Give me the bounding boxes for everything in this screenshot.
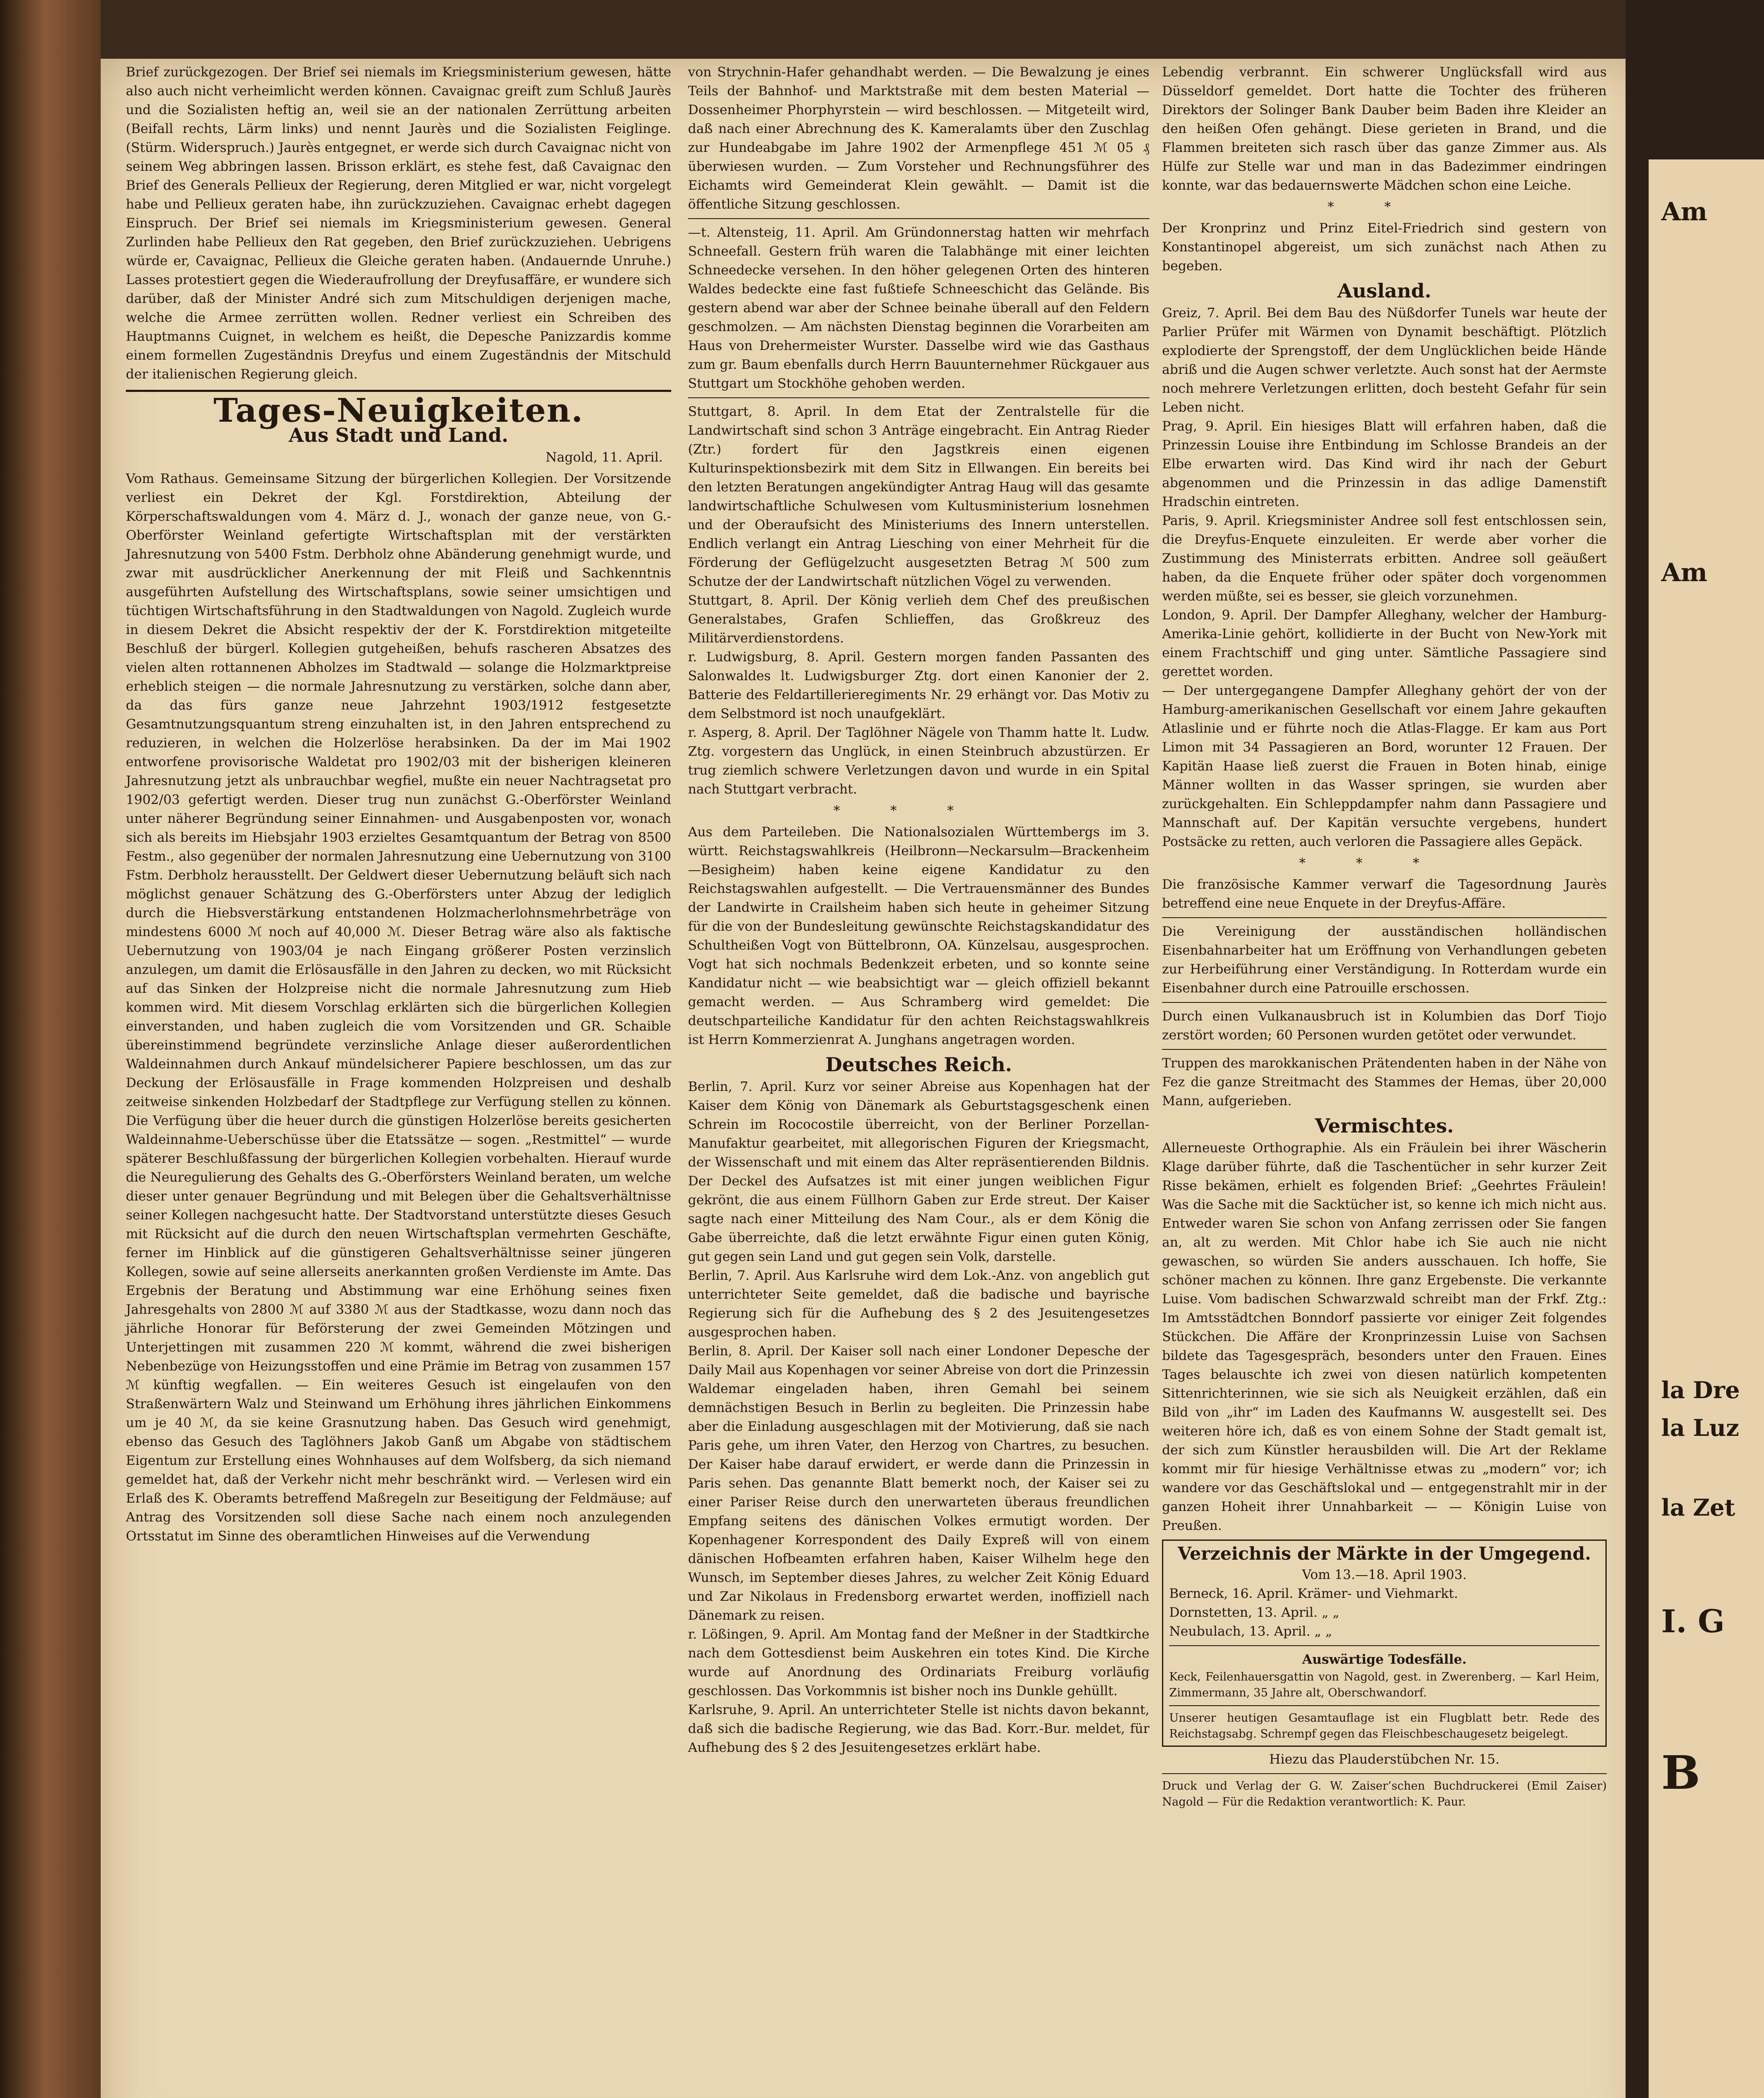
asterisk-divider: ** bbox=[1327, 199, 1441, 214]
article-kolumbien: Durch einen Vulkanausbruch ist in Kolumbien das Dorf Tiojo zerstört worden; 60 Personen wurden getötet oder verwundet. bbox=[1162, 1009, 1607, 1043]
page-section-title: Tages-Neuigkeiten. bbox=[213, 391, 584, 430]
divider bbox=[1169, 1705, 1600, 1706]
article-kammer: Die französische Kammer verwarf die Tagesordnung Jaurès betreffend eine neue Enquete in der Dreyfus-Affäre. bbox=[1162, 877, 1607, 911]
article-rathaus: Vom Rathaus. Gemeinsame Sitzung der bürgerlichen Kollegien. Der Vorsitzende verliest ein Dekret der Kgl. Forstdirektion, Abteilung der Körperschaftswaldungen vom 4. März d. J., wonach der ganze neue, von G.-Oberförster Weinland gefertigte Wirtschaftsplan mit der verstärkten Jahresnutzung von 5400 Fstm. Derbholz ohne Abänderung genehmigt wurde, und zwar mit ausdrücklicher Anerkennung der mit Fleiß und Sachkenntnis ausgeführten Aufstellung des Wirtschaftsplans, sowie seiner umsichtigen und tüchtigen Wirtschaftsführung in den Stadtwaldungen von Nagold. Zugleich wurde in diesem Dekret die Absicht respektiv der der K. Forstdirektion mitgeteilte Beschluß der bürgerl. Kollegien gutgeheißen, behufs rascheren Absatzes des vielen alten rottannenen Abholzes im Stadtwald — solange die Holzmarktpreise erheblich steigen — die normale Jahresnutzung zu verstärken, solche dann aber, da das fürs ganze neue Jahrzehnt 1903/1912 festgesetzte Gesamtnutzungsquantum streng einzuhalten ist, in den Jahren entsprechend zu reduzieren, in welchen die Holzerlöse herabsinken. Da der im Mai 1902 entworfene provisorische Waldetat pro 1902/03 mit der bisherigen kleineren Jahresnutzung jetzt als unbrauchbar wegfiel, mußte ein neuer Nachtragsetat pro 1902/03 gefertigt werden. Dieser trug nun zunächst G.-Oberförster Weinland unter näherer Begründung seiner Einnahmen- und Ausgabenposten vor, wonach sich als bereits im Hiebsjahr 1903 erzieltes Gesamtquantum der Betrag von 8500 Festm., also gegenüber der normalen Jahresnutzung eine Uebernutzung von 3100 Fstm. Derbholz herausstellt. Der Geldwert dieser Uebernutzung beläuft sich nach möglichst genauer Schätzung des G.-Oberförsters unter Abzug der lediglich durch die Hiebsverstärkung entstandenen Holzmacherlohnsmehrbeträge von mindestens 6000 ℳ noch auf 40,000 ℳ. Dieser Betrag wäre also als faktische Uebernutzung von 1903/04 je nach Eingang größerer Posten verzinslich anzulegen, um damit die Erlösausfälle in den Jahren zu decken, wo mit Rücksicht auf das Sinken der Holzpreise nicht die normale Jahresnutzung zum Hieb kommen wird. Mit diesem Vorschlag erklärten sich die bürgerlichen Kollegien einverstanden, und haben zugleich die vom Vorsitzenden und GR. Schaible übereinstimmend begründete verzinsliche Anlage dieser außerordentlichen Waldeinnahmen durch Ankauf mündelsicherer Papiere beschlossen, um das zur Deckung der Erlösausfälle in Frage kommenden Holzpreisen und deshalb zeitweise sinkenden Holzbedarf der Stadtpflege zur Verfügung stellen zu können. Die Verfügung über die heuer durch die günstigen Holzerlöse bereits gesicherten Waldeinnahme-Ueberschüsse über die Etatssätze — sogen. „Restmittel“ — wurde späterer Beschlußfassung der bürgerlichen Kollegien vorbehalten. Hierauf wurde die Neuregulierung des Gehalts des G.-Oberförsters Weinland beraten, um welche dieser unter genauer Begründung und mit Belegen über die Gehaltsverhältnisse seiner Kollegen nachgesucht hatte. Der Stadtvorstand unterstützte dieses Gesuch mit Rücksicht auf die durch den neuen Wirtschaftsplan vermehrten Geschäfte, ferner im Hinblick auf die günstigeren Gehaltsverhältnisse seiner jüngeren Kollegen, sowie auf seine allerseits anerkannten großen Verdienste im Amte. Das Ergebnis der Beratung und Abstimmung war eine Erhöhung seines fixen Jahresgehalts von 2800 ℳ auf 3380 ℳ aus der Stadtkasse, wozu dann noch das jährliche Honorar für Beförsterung der zwei Gemeinden Mötzingen und Unterjettingen mit zusammen 220 ℳ kommt, während die zwei bisherigen Nebenbezüge von Heizungsstoffen und eine Prämie im Betrag von zusammen 157 ℳ künftig wegfallen. — Ein weiteres Gesuch ist eingelaufen von den Straßenwärtern Walz und Steinwand um Erhöhung ihres jährlichen Einkommens um je 40 ℳ, da sie keine Grasnutzung haben. Das Gesuch wird genehmigt, ebenso das Gesuch des Taglöhners Jakob Ganß um Abgabe von städtischem Eigentum zur Erstellung eines Wohnhauses auf dem Wolfsberg, da sich niemand gemeldet hat, daß der Verkehr nicht mehr beschränkt wird. — Verlesen wird ein Erlaß des K. Oberamts betreffend Maßregeln zur Beseitigung der Feldmäuse; auf Antrag des Vorsitzenden soll diese Sache nach einem noch anzulegenden Ortsstatut im Sinne des oberamtlichen Hinweises auf die Verwendung bbox=[126, 471, 671, 1544]
imprint: Druck und Verlag der G. W. Zaiser’schen Buchdruckerei (Emil Zaiser) Nagold — Für die Redaktion verantwortlich: K. Paur. bbox=[1162, 1780, 1607, 1808]
markets-title: Verzeichnis der Märkte in der Umgegend. bbox=[1178, 1543, 1591, 1564]
article-altensteig: —t. Altensteig, 11. April. Am Gründonnerstag hatten wir mehrfach Schneefall. Gestern früh waren die Talabhänge mit einer leichten Schneedecke versehen. In den höher gelegenen Orten des hinteren Waldes bedeckte eine fast fußtiefe Schneeschicht das Gelände. Bis gestern abend war aber der Schnee beinahe überall auf den Feldern geschmolzen. — Am nächsten Dienstag beginnen die Vorarbeiten am Haus von Drehermeister Wurster. Dasselbe wird wie das Gasthaus zum gr. Baum ebenfalls durch Herrn Bauunternehmer Rückgauer aus Stuttgart um Stockhöhe gehoben werden. bbox=[688, 225, 1149, 391]
fragment-heading-b: Am bbox=[1661, 558, 1708, 587]
divider bbox=[1162, 1049, 1607, 1050]
deaths-title: Auswärtige Todesfälle. bbox=[1302, 1652, 1467, 1667]
article-rathaus-end: von Strychnin-Hafer gehandhabt werden. — Die Bewalzung je eines Teils der Bahnhof- und Marktstraße mit dem besten Material — Dossenheimer Phorphyrstein — wird beschlossen. — Mitgeteilt wird, daß nach einer Abrechnung des K. Kameralamts über den Zuschlag zur Hundeabgabe im Jahre 1902 der Armenpflege 451 ℳ 05 ₰ überwiesen wurden. — Zum Vorsteher und Rechnungsführer des Eichamts wird Gemeinderat Klein gewählt. — Damit ist die öffentliche Sitzung geschlossen. bbox=[688, 65, 1149, 212]
article-marokko: Truppen des marokkanischen Prätendenten haben in der Nähe von Fez die ganze Streitmacht des Stammes der Hemas, über 20,000 Mann, aufgerieben. bbox=[1162, 1056, 1607, 1109]
fragment-ad-c: la Dre bbox=[1661, 1376, 1740, 1404]
divider bbox=[688, 218, 1149, 219]
section-heading-vermischtes: Vermischtes. bbox=[1315, 1114, 1454, 1137]
fragment-heading-a: Am bbox=[1661, 197, 1708, 227]
markets-list: Berneck, 16. April. Krämer- und Viehmarkt. Dornstetten, 13. April. „ „ Neubulach, 13. April. „ „ bbox=[1169, 1586, 1458, 1639]
article-kronprinz: Der Kronprinz und Prinz Eitel-Friedrich sind gestern von Konstantinopel abgereist, um sich zunächst nach Athen zu begeben. bbox=[1162, 221, 1607, 274]
fragment-ad-f: I. G bbox=[1661, 1603, 1725, 1640]
markets-subtitle: Vom 13.—18. April 1903. bbox=[1302, 1567, 1467, 1582]
section-heading-local: Aus Stadt und Land. bbox=[289, 424, 508, 446]
divider bbox=[1162, 917, 1607, 918]
column-2 bbox=[688, 63, 1149, 1757]
dateline: Nagold, 11. April. bbox=[545, 450, 663, 465]
supplement-note: Unserer heutigen Gesamtauflage ist ein Flugblatt betr. Rede des Reichstagsabg. Schrempf gegen das Fleischbeschaugesetz beigelegt. bbox=[1169, 1712, 1600, 1741]
article-dreyfus-continued: Brief zurückgezogen. Der Brief sei niemals im Kriegsministerium gewesen, hätte also auch nicht verheimlicht werden können. Cavaignac greift zum Schluß Jaurès und die Sozialisten heftig an, weil sie an der nationalen Zerrüttung arbeiten (Beifall rechts, Lärm links) und nennt Jaurès und die Sozialisten Feiglinge. (Stürm. Widerspruch.) Jaurès entgegnet, er werde sich durch Cavaignac nicht von seinem Weg abbringen lassen. Brisson erklärt, es stehe fest, daß Cavaignac den Brief des Generals Pellieux der Regierung, deren Mitglied er war, nicht vorgelegt habe und Pellieux geraten habe, ihn zurückzuziehen. Cavaignac erhebt dagegen Einspruch. Der Brief sei niemals im Kriegsministerium gewesen. General Zurlinden habe Pellieux den Rat gegeben, den Brief zurückzuziehen. Uebrigens würde er, Cavaignac, Pellieux die Gleiche geraten haben. (Andauernde Unruhe.) Lasses protestiert gegen die Wiederaufrollung der Dreyfusaffäre, er wundere sich darüber, daß der Minister André sich zum Mitschuldigen derjenigen mache, welche die Armee zerrütten wollen. Redner verliest ein Schreiben des Hauptmanns Cuignet, in welchem es heißt, die Depesche Panizzardis komme einem formellen Zugeständnis Dreyfus und einem Zugeständnis der Mitschuld der italienischen Regierung gleich. bbox=[126, 65, 671, 382]
section-heading-reich: Deutsches Reich. bbox=[825, 1053, 1012, 1076]
column-1 bbox=[126, 63, 671, 1546]
articles-reich: Berlin, 7. April. Kurz vor seiner Abreise aus Kopenhagen hat der Kaiser dem König von Dänemark als Geburtstagsgeschenk einen Schrein im Rococostile überreicht, von der Berliner Porzellan-Manufaktur gearbeitet, mit allegorischen Figuren der Kriegsmacht, der Wissenschaft und mit einem das Alter repräsentierenden Bildnis. Der Deckel des Aufsatzes ist mit einer jungen weiblichen Figur gekrönt, die aus einem Füllhorn Gaben zur Erde streut. Der Kaiser sagte nach einer Mitteilung des Nam Cour., als er dem König die Gabe überreichte, daß die letzt erwähnte Figur einen guten König, gut gegen sein Land und gut gegen sein Volk, darstelle. Berlin, 7. April. Aus Karlsruhe wird dem Lok.-Anz. von angeblich gut unterrichteter Seite gemeldet, daß die badische und bayrische Regierung sich für die Aufhebung des § 2 des Jesuitengesetzes ausgesprochen haben. Berlin, 8. April. Der Kaiser soll nach einer Londoner Depesche der Daily Mail aus Kopenhagen vor seiner Abreise von dort die Prinzessin Waldemar eingeladen haben, ihren Gemahl bei seinem demnächstigen Besuch in Berlin zu begleiten. Die Prinzessin habe aber die Einladung ausgeschlagen mit der Motivierung, daß sie nach Paris gehe, um ihren Vater, den Herzog von Chartres, zu besuchen. Der Kaiser habe darauf erwidert, er werde dann die Prinzessin in Paris sehen. Das genannte Blatt bemerkt noch, der Kaiser sei zu einer Pariser Reise durch den unerwarteten überaus freundlichen Empfang seitens des dänischen Volkes ermutigt worden. Der Kopenhagener Korrespondent des Daily Expreß will von einem dänischen Hofbeamten erfahren haben, Kaiser Wilhelm hege den Wunsch, im September dieses Jahres, zu welcher Zeit König Eduard und Zar Nikolaus in Fredensborg erwartet werden, inoffiziell nach Dänemark zu reisen. r. Lößingen, 9. April. Am Montag fand der Meßner in der Stadtkirche nach dem Gottesdienst beim Auskehren ein totes Kind. Die Kirche wurde auf Anordnung des Ordinariats Freiburg vorläufig geschlossen. Das Vorkommnis ist bisher noch ins Dunkle gehüllt. Karlsruhe, 9. April. An unterrichteter Stelle ist nichts davon bekannt, daß sich die badische Regierung, wie das Bad. Korr.-Bur. meldet, für Aufhebung des § 2 des Jesuitengesetzes erklärt habe. bbox=[688, 1079, 1149, 1755]
article-duesseldorf: Lebendig verbrannt. Ein schwerer Unglücksfall wird aus Düsseldorf gemeldet. Dort hatte die Tochter des früheren Direktors der Solinger Bank Dauber beim Baden ihre Kleider an den heißen Ofen gehängt. Diese gerieten in Brand, und die Flammen breiteten sich rasch über das ganze Zimmer aus. Als Hülfe zur Stelle war und man in das Badezimmer eindringen konnte, war das bedauernswerte Mädchen schon eine Leiche. bbox=[1162, 65, 1607, 193]
column-3 bbox=[1162, 63, 1607, 1810]
article-orthographie: Allerneueste Orthographie. Als ein Fräulein bei ihrer Wäscherin Klage darüber führte, daß die Taschentücher in sehr kurzer Zeit Risse bekämen, erhielt es folgenden Brief: „Geehrtes Fräulein! Was die Sache mit die Sacktücher ist, so kenne ich mich nicht aus. Entweder waren Sie schon von Anfang zerrissen oder Sie fangen an, alt zu werden. Mit Chlor habe ich Sie auch nie nicht gewaschen, so würden Sie anders ausschauen. Ich hoffe, Sie schöner machen zu können. Ihre ganz Ergebenste. Die verkannte Luise. Vom badischen Schwarzwald schreibt man der Frkf. Ztg.: Im Amtsstädtchen Bonndorf passierte vor einiger Zeit folgendes Stückchen. Die Affäre der Kronprinzessin Luise von Sachsen bildete das Tagesgespräch, besonders unter den Frauen. Eines Tages belauschte ich zwei von diesen natürlich kompetenten Sittenrichterinnen, wie sie sich als Neuigkeit erzählen, daß ein Bild von „ihr“ im Laden des Kaufmanns W. ausgestellt sei. Des weiteren höre ich, daß es von einem Sohne der Stadt gemalt ist, der sich zum Künstler herausbilden will. Die Art der Reklame kommt mir für hiesige Verhältnisse etwas zu „modern“ vor; ich wandere vor das Geschäftslokal und — entgegenstrahlt mir in der ganzen Hoheit ihrer Unnahbarkeit — — Königin Luise von Preußen. bbox=[1162, 1140, 1607, 1533]
divider bbox=[1169, 1645, 1600, 1646]
fragment-ad-d: la Luz bbox=[1661, 1414, 1739, 1441]
book-binding bbox=[0, 0, 101, 2098]
fragment-ad-g: B bbox=[1661, 1746, 1700, 1800]
article-parteileben: Aus dem Parteileben. Die Nationalsozialen Württembergs im 3. württ. Reichstagswahlkreis (Heilbronn—Neckarsulm—Brackenheim—Besigheim) haben keine eigene Kandidatur zu den Reichstagswahlen aufgestellt. — Die Vertrauensmänner des Bundes der Landwirte in Crailsheim haben sich heute in geheimer Sitzung für die von der Bundesleitung gewünschte Reichstagskandidatur des Schultheißen Vogt von Büttelbronn, OA. Künzelsau, ausgesprochen. Vogt hat sich nochmals Bedenkzeit erbeten, und so konnte seine Kandidatur nicht — wie beabsichtigt war — gleich offiziell bekannt gemacht werden. — Aus Schramberg wird gemeldet: Die deutschparteiliche Kandidatur für den achten Reichstagswahlkreis ist Herrn Kommerzienrat A. Junghans angetragen worden. bbox=[688, 825, 1149, 1047]
divider bbox=[1162, 1773, 1607, 1774]
fragment-ad-e: la Zet bbox=[1661, 1494, 1735, 1521]
supplement-line: Hiezu das Plauderstübchen Nr. 15. bbox=[1269, 1752, 1500, 1767]
asterisk-divider: *** bbox=[1299, 856, 1470, 871]
adjacent-page-fragment bbox=[1649, 159, 1764, 2098]
deaths-list: Keck, Feilenhauersgattin von Nagold, gest. in Zwerenberg. — Karl Heim, Zimmermann, 35 Jahre alt, Oberschwandorf. bbox=[1169, 1670, 1600, 1699]
divider bbox=[1162, 1002, 1607, 1003]
articles-ausland: Greiz, 7. April. Bei dem Bau des Nüßdorfer Tunels war heute der Parlier Prüfer mit Wärmen von Dynamit beschäftigt. Plötzlich explodierte der Sprengstoff, der dem Unglücklichen beide Hände abriß und die Augen schwer verletzte. Auch sonst hat der Aermste noch mehrere Verletzungen erlitten, doch besteht Gefahr für sein Leben nicht. Prag, 9. April. Ein hiesiges Blatt will erfahren haben, daß die Prinzessin Louise ihre Entbindung im Schlosse Brandeis an der Elbe erwarten wird. Das Kind wird ihr nach der Geburt abgenommen und die Prinzessin in das adlige Damenstift Hradschin eintreten. Paris, 9. April. Kriegsminister Andree soll fest entschlossen sein, die Dreyfus-Enquete einzuleiten. Er werde aber vorher die Zustimmung des Ministerrats erbitten. Andree soll geäußert haben, da die Enquete früher oder später doch vorgenommen werden müßte, sei es besser, sie gleich vorzunehmen. London, 9. April. Der Dampfer Alleghany, welcher der Hamburg-Amerika-Linie gehört, kollidierte in der Bucht von New-York mit einem Frachtschiff und ging unter. Sämtliche Passagiere sind gerettet worden. — Der untergegangene Dampfer Alleghany gehört der von der Hamburg-amerikanischen Gesellschaft vor einem Jahre gekauften Atlaslinie und er führte noch die Atlas-Flagge. Er kam aus Port Limon mit 34 Passagieren an Bord, worunter 12 Frauen. Der Kapitän Haase ließ zuerst die Frauen in Boten hinab, einige Männer wollten in das Wasser springen, sie wurden aber zurückgehalten. Ein Schleppdampfer nahm dann Passagiere und Mannschaft auf. Der Kapitän versuchte vergebens, hundert Postsäcke zu retten, auch verloren die Passagiere alles Gepäck. bbox=[1162, 305, 1607, 849]
section-heading-ausland: Ausland. bbox=[1337, 279, 1431, 302]
asterisk-divider: *** bbox=[833, 803, 1004, 818]
markets-box bbox=[1162, 1540, 1607, 1747]
articles-stuttgart: Stuttgart, 8. April. In dem Etat der Zentralstelle für die Landwirtschaft sind schon 3 Anträge eingebracht. Ein Antrag Rieder (Ztr.) fordert für den Jagstkreis einen eigenen Kulturinspektionsbezirk mit dem Sitz in Ellwangen. Ein bereits bei den letzten Beratungen angekündigter Antrag Haug will das gesamte landwirtschaftliche Schulwesen vom Kultusministerium losnehmen und der Oberaufsicht des Ministeriums des Innern unterstellen. Endlich verlangt ein Antrag Liesching von einer Mehrheit für die Förderung der Geflügelzucht ausgesetzten Betrag ℳ 500 zum Schutze der der Landwirtschaft nützlichen Vögel zu verwenden. Stuttgart, 8. April. Der König verlieh dem Chef des preußischen Generalstabes, Grafen Schlieffen, das Großkreuz des Militärverdienstordens. r. Ludwigsburg, 8. April. Gestern morgen fanden Passanten des Salonwaldes lt. Ludwigsburger Ztg. dort einen Kanonier der 2. Batterie des Feldartillerieregiments Nr. 29 erhängt vor. Das Motiv zu dem Selbstmord ist noch unaufgeklärt. r. Asperg, 8. April. Der Taglöhner Nägele von Thamm hatte lt. Ludw. Ztg. vorgestern das Unglück, in einen Steinbruch abzustürzen. Er trug ziemlich schwere Verletzungen davon und wurde in ein Spital nach Stuttgart verbracht. bbox=[688, 404, 1149, 797]
article-eisenbahner: Die Vereinigung der ausständischen holländischen Eisenbahnarbeiter hat um Eröffnung von Verhandlungen gebeten zur Herbeiführung einer Verständigung. In Rotterdam wurde ein Eisenbahner durch eine Patrouille erschossen. bbox=[1162, 924, 1607, 996]
divider bbox=[688, 397, 1149, 398]
